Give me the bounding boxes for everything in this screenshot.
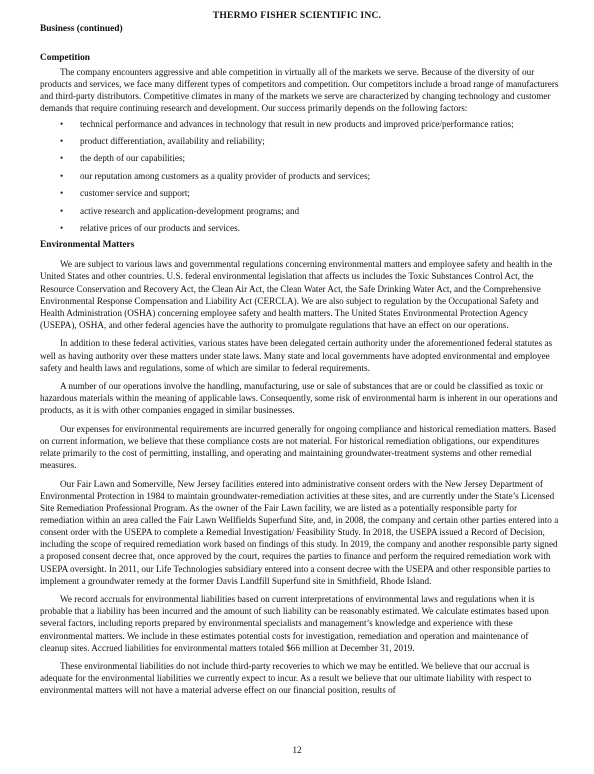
bullet-icon: • <box>60 153 64 164</box>
environmental-paragraph: We are subject to various laws and governmental regulations concerning environmental matters and employee safety and health in the United States and other countries. U.S. federal environmental legislation that affects us includes the Toxic Substances Control Act, the Resource Conservation and Recovery Act, the Clean Air Act, the Clean Water Act, the Safe Drinking Water Act, and the Comprehensive Environmental Response Compensation and Liability Act (CERCLA). We are also subject to regulation by the Occupational Safety and Health Administration (OSHA) concerning employee safety and health matters. The United States Environmental Protection Agency (USEPA), OSHA, and other federal agencies have the authority to promulgate regulations that have an effect on our operations. <box>40 259 553 330</box>
list-item: • customer service and support; <box>60 188 190 199</box>
list-item: • the depth of our capabilities; <box>60 153 186 164</box>
page-content <box>40 23 559 703</box>
bullet-icon: • <box>60 118 64 129</box>
environmental-heading: Environmental Matters <box>40 240 135 251</box>
list-item: • active research and application-development programs; and <box>60 205 300 216</box>
environmental-paragraph: Our Fair Lawn and Somerville, New Jersey facilities entered into administrative consent orders with the New Jersey Department of Environmental Protection in 1984 to maintain groundwater-remediation activities at these sites, and are currently under the State’s Licensed Site Remediation Professional Program. As the owner of the Fair Lawn facility, we are listed as a potentially responsible party for remediation within an area called the Fair Lawn Wellfields Superfund Site, and, in 2008, the company and certain other parties entered into a consent order with the USEPA to complete a Remedial Investigation/ Feasibility Study. In 2018, the USEPA issued a Record of Decision, including the scope of required remediation work based on findings of this study. In 2019, the company and another responsible party signed a proposed consent decree that, once approved by the court, requires the parties to finance and perform the required remediation work with USEPA oversight. In 2011, our Life Technologies subsidiary entered into a consent decree with the USEPA and other responsible parties to implement a groundwater remedy at the former Davis Landfill Superfund site in Smithfield, Rhode Island. <box>40 478 559 586</box>
bullet-icon: • <box>60 135 64 146</box>
environmental-paragraph: Our expenses for environmental requirements are incurred generally for ongoing compliance and historical remediation matters. Based on current information, we believe that these compliance costs are not material. For historical remediation obligations, our expenditures relate primarily to the cost of permitting, installing, and operating and maintaining groundwater-treatment systems and other remedial measures. <box>40 424 556 471</box>
competition-paragraph: The company encounters aggressive and able competition in virtually all of the markets we serve. Because of the diversity of our products and services, we face many different types of competitors and competition. Our competitors include a broad range of manufacturers and third-party distributors. Competitive climates in many of the markets we serve are characterized by changing technology and customer demands that require continuing research and development. Our success primarily depends on the following factors: <box>40 67 559 114</box>
list-item: • our reputation among customers as a quality provider of products and services; <box>60 170 371 181</box>
competition-factors-list <box>40 118 559 234</box>
environmental-paragraph: We record accruals for environmental liabilities based on current interpretations of environmental laws and regulations when it is probable that a liability has been incurred and the amount of such liability can be reasonably estimated. We calculate estimates based upon several factors, including reports prepared by environmental specialists and management’s knowledge and experience with these environmental matters. We include in these estimates potential costs for investigation, remediation and operation and maintenance of cleanup sites. Accrued liabilities for environmental matters totaled $66 million at December 31, 2019. <box>40 594 549 653</box>
environmental-paragraph: A number of our operations involve the handling, manufacturing, use or sale of substances that are or could be classified as toxic or hazardous materials within the meaning of applicable laws. Consequently, some risk of environmental harm is inherent in our operations and products, as it is with other companies engaged in similar businesses. <box>40 381 558 416</box>
list-item: • relative prices of our products and services. <box>60 222 240 233</box>
list-item: • technical performance and advances in technology that result in new products and improved price/performance ratios; <box>60 118 514 129</box>
list-item: • product differentiation, availability and reliability; <box>60 135 265 146</box>
bullet-icon: • <box>60 188 64 199</box>
section-label: Business (continued) <box>40 24 123 34</box>
bullet-icon: • <box>60 205 64 216</box>
competition-heading: Competition <box>40 53 90 64</box>
environmental-paragraph: In addition to these federal activities, various states have been delegated certain authority under the aforementioned federal statutes as well as having authority over these matters under state laws. Many state and local governments have adopted environmental and employee safety and health laws and regulations, some of which are similar to federal requirements. <box>40 338 553 373</box>
company-header: THERMO FISHER SCIENTIFIC INC. <box>212 10 382 21</box>
environmental-paragraph: These environmental liabilities do not include third-party recoveries to which we may be entitled. We believe that our accrual is adequate for the environmental liabilities we currently expect to incur. As a result we believe that our ultimate liability with respect to environmental matters will not have a material adverse effect on our financial position, results of <box>40 661 532 696</box>
bullet-icon: • <box>60 222 64 233</box>
page-number: 12 <box>292 746 302 756</box>
bullet-icon: • <box>60 170 64 181</box>
